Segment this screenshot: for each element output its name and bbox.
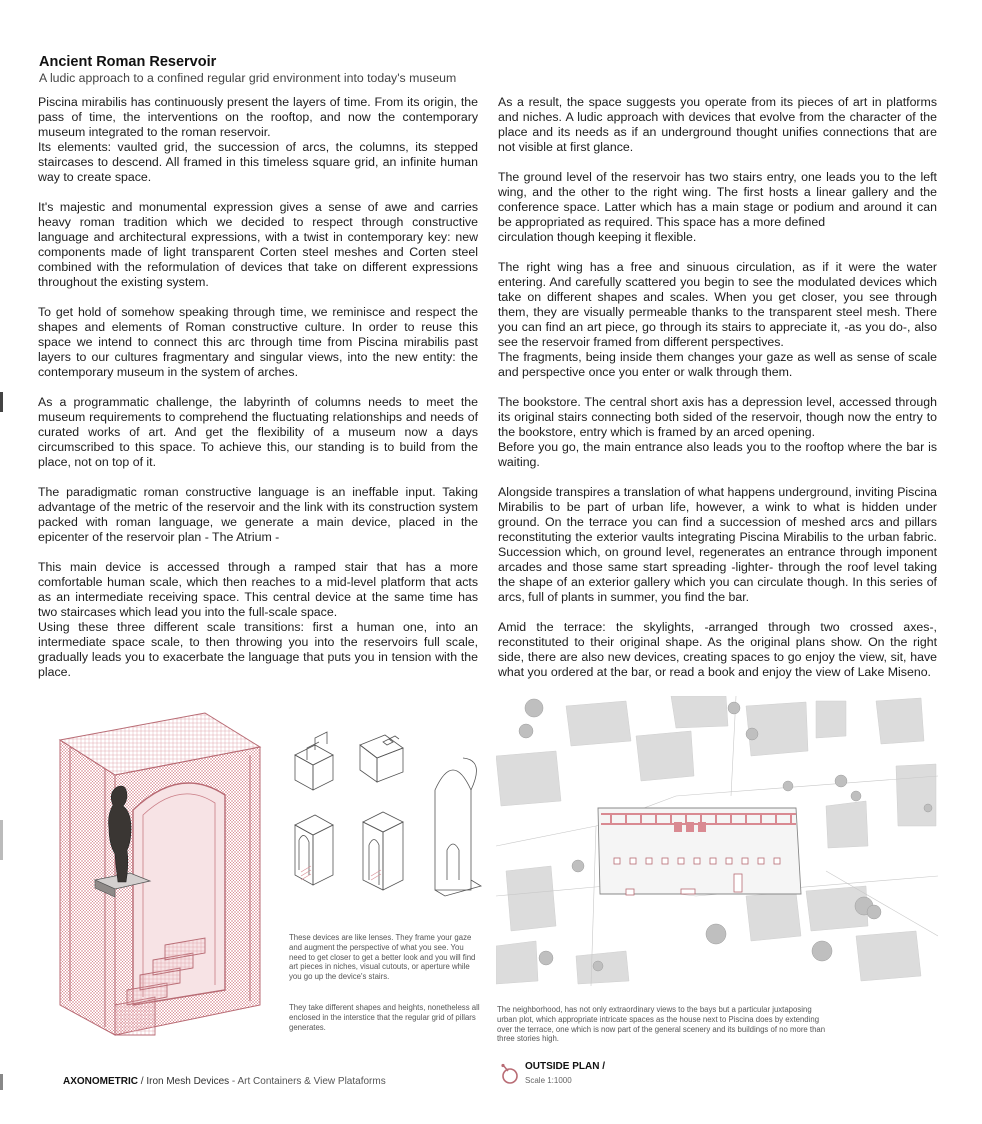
axonometric-label-bold: AXONOMETRIC bbox=[63, 1076, 138, 1087]
page-title: Ancient Roman Reservoir bbox=[39, 54, 217, 70]
paragraph: Alongside transpires a translation of what happens underground, inviting Piscina Mirabilis to be part of urban life, however, a wink to what is hidden under ground. On the terrace you can find a succession of meshed arcs and pillars reconstituting the exterior vaults integrating Piscina Mirabilis to the urban fabric. Succession which, on ground level, regenerates an entrance through imponent arcades and those same start spreading -lighter- through the roof level taking the shape of an exterior gallery which you can circulate though. In this series of arcs, full of plants in summer, you find the bar. bbox=[498, 485, 937, 604]
paragraph: This main device is accessed through a ramped stair that has a more comfortable human scale, which then reaches to a mid-level platform that acts as an intermediate receiving space. This central device at the same time has two staircases which lead you into the full-scale space. Using these three different scale transitions: first a human one, into an intermediate space scale, to then throwing you into the reservoirs full scale, gradually leads you to exacerbate the language that puts you in tension with the place. bbox=[38, 560, 478, 679]
paragraph: Amid the terrace: the skylights, -arranged through two crossed axes-, reconstituted to their original shape. As the original plans show. On the right side, there are also new devices, creating spaces to go enjoy the view, sit, have what you ordered at the bar, or read a book and enjoy the view of Lake Miseno. bbox=[498, 620, 937, 679]
device-sketches bbox=[285, 730, 490, 900]
edge-mark bbox=[0, 392, 3, 412]
paragraph: As a programmatic challenge, the labyrinth of columns needs to meet the museum requirements to comprehend the fluctuating relationships and needs of curated works of art. And get the flexibility of a museum now a days circumscribed to this space. To achieve this, our standing is to build from the place, not on top of it. bbox=[38, 395, 478, 469]
edge-mark bbox=[0, 1074, 3, 1090]
paragraph: As a result, the space suggests you operate from its pieces of art in platforms and niches. A ludic approach with devices that evolve from the character of the place and its needs as if an underground thought unifies connections that are not visible at first glance. bbox=[498, 95, 937, 154]
left-text-column bbox=[38, 95, 478, 695]
outside-plan-label: OUTSIDE PLAN / bbox=[525, 1061, 606, 1072]
paragraph: To get hold of somehow speaking through time, we reminisce and respect the shapes and elements of Roman constructive culture. In order to reuse this space we intend to connect this arc through time from Piscina mirabilis past layers to our cultures fragmentary and singular views, into the new entity: the contemporary museum in the system of arches. bbox=[38, 305, 478, 379]
caption-neighborhood: The neighborhood, has not only extraordinary views to the bays but a particular juxtaposing urban plot, which appropriate intricate spaces as the house next to Piscina does by extending over the terrace, one which is now part of the general scenery and its buildings of no more than three stories high. bbox=[497, 1005, 826, 1044]
axonometric-label bbox=[63, 1076, 386, 1087]
paragraph: The right wing has a free and sinuous circulation, as if it were the water entering. And carefully scattered you begin to see the modulated devices which take on different shapes and scales. When you get closer, you see through them, they are visually permeable thanks to the transparent steel mesh. There you can find an art piece, go through its stairs to appreciate it, -as you do-, also see the reservoir framed from different perspectives. The fragments, being inside them changes your gaze as well as sense of scale and perspective once you enter or walk through them. bbox=[498, 260, 937, 379]
outside-plan-map bbox=[496, 696, 938, 986]
right-text-column bbox=[498, 95, 937, 695]
paragraph: The paradigmatic roman constructive language is an ineffable input. Taking advantage of the metric of the reservoir and the link with its construction system packed with roman language, we generate a main device, placed in the epicenter of the reservoir plan - The Atrium - bbox=[38, 485, 478, 544]
axonometric-label-mid: / Iron Mesh Devices bbox=[138, 1076, 230, 1087]
paragraph: Piscina mirabilis has continuously present the layers of time. From its origin, the pass of time, the interventions on the rooftop, and now the contemporary museum integrated to the roman reservoir. Its elements: vaulted grid, the succession of arcs, the columns, its stepped staircases to descend. All framed in this timeless square grid, an infinite human way to create space. bbox=[38, 95, 478, 184]
paragraph: It's majestic and monumental expression gives a sense of awe and carries heavy roman tradition which we decided to respect through constructive language and architectural expressions, with a twist in contemporary key: new components made of light transparent Corten steel meshes and Corten steel combined with the reformulation of devices that take on different expressions throughout the existing system. bbox=[38, 200, 478, 289]
axonometric-mesh-device-drawing bbox=[55, 705, 270, 1045]
axonometric-label-rest: - Art Containers & View Plataforms bbox=[229, 1076, 386, 1087]
paragraph: The ground level of the reservoir has two stairs entry, one leads you to the left wing, and the other to the right wing. The first hosts a linear gallery and the conference space. Latter which has a main stage or podium and around it can be appropriated as required. This space has a more defined circulation though keeping it flexible. bbox=[498, 170, 937, 244]
edge-mark bbox=[0, 820, 3, 860]
paragraph: The bookstore. The central short axis has a depression level, accessed through its original stairs connecting both sided of the reservoir, though now the entry to the bookstore, entry which is framed by an arced opening. Before you go, the main entrance also leads you to the rooftop where the bar is waiting. bbox=[498, 395, 937, 469]
outside-plan-scale: Scale 1:1000 bbox=[525, 1076, 572, 1085]
caption-shapes: They take different shapes and heights, nonetheless all enclosed in the interstice that the regular grid of pillars generates. bbox=[289, 1003, 480, 1032]
north-arrow-icon bbox=[498, 1063, 520, 1085]
caption-lenses: These devices are like lenses. They frame your gaze and augment the perspective of what you see. You need to get closer to get a better look and you will find art pieces in niches, visual cutouts, or aperture while you go up the device's stairs. bbox=[289, 933, 476, 982]
page-subtitle: A ludic approach to a confined regular grid environment into today's museum bbox=[39, 71, 457, 85]
